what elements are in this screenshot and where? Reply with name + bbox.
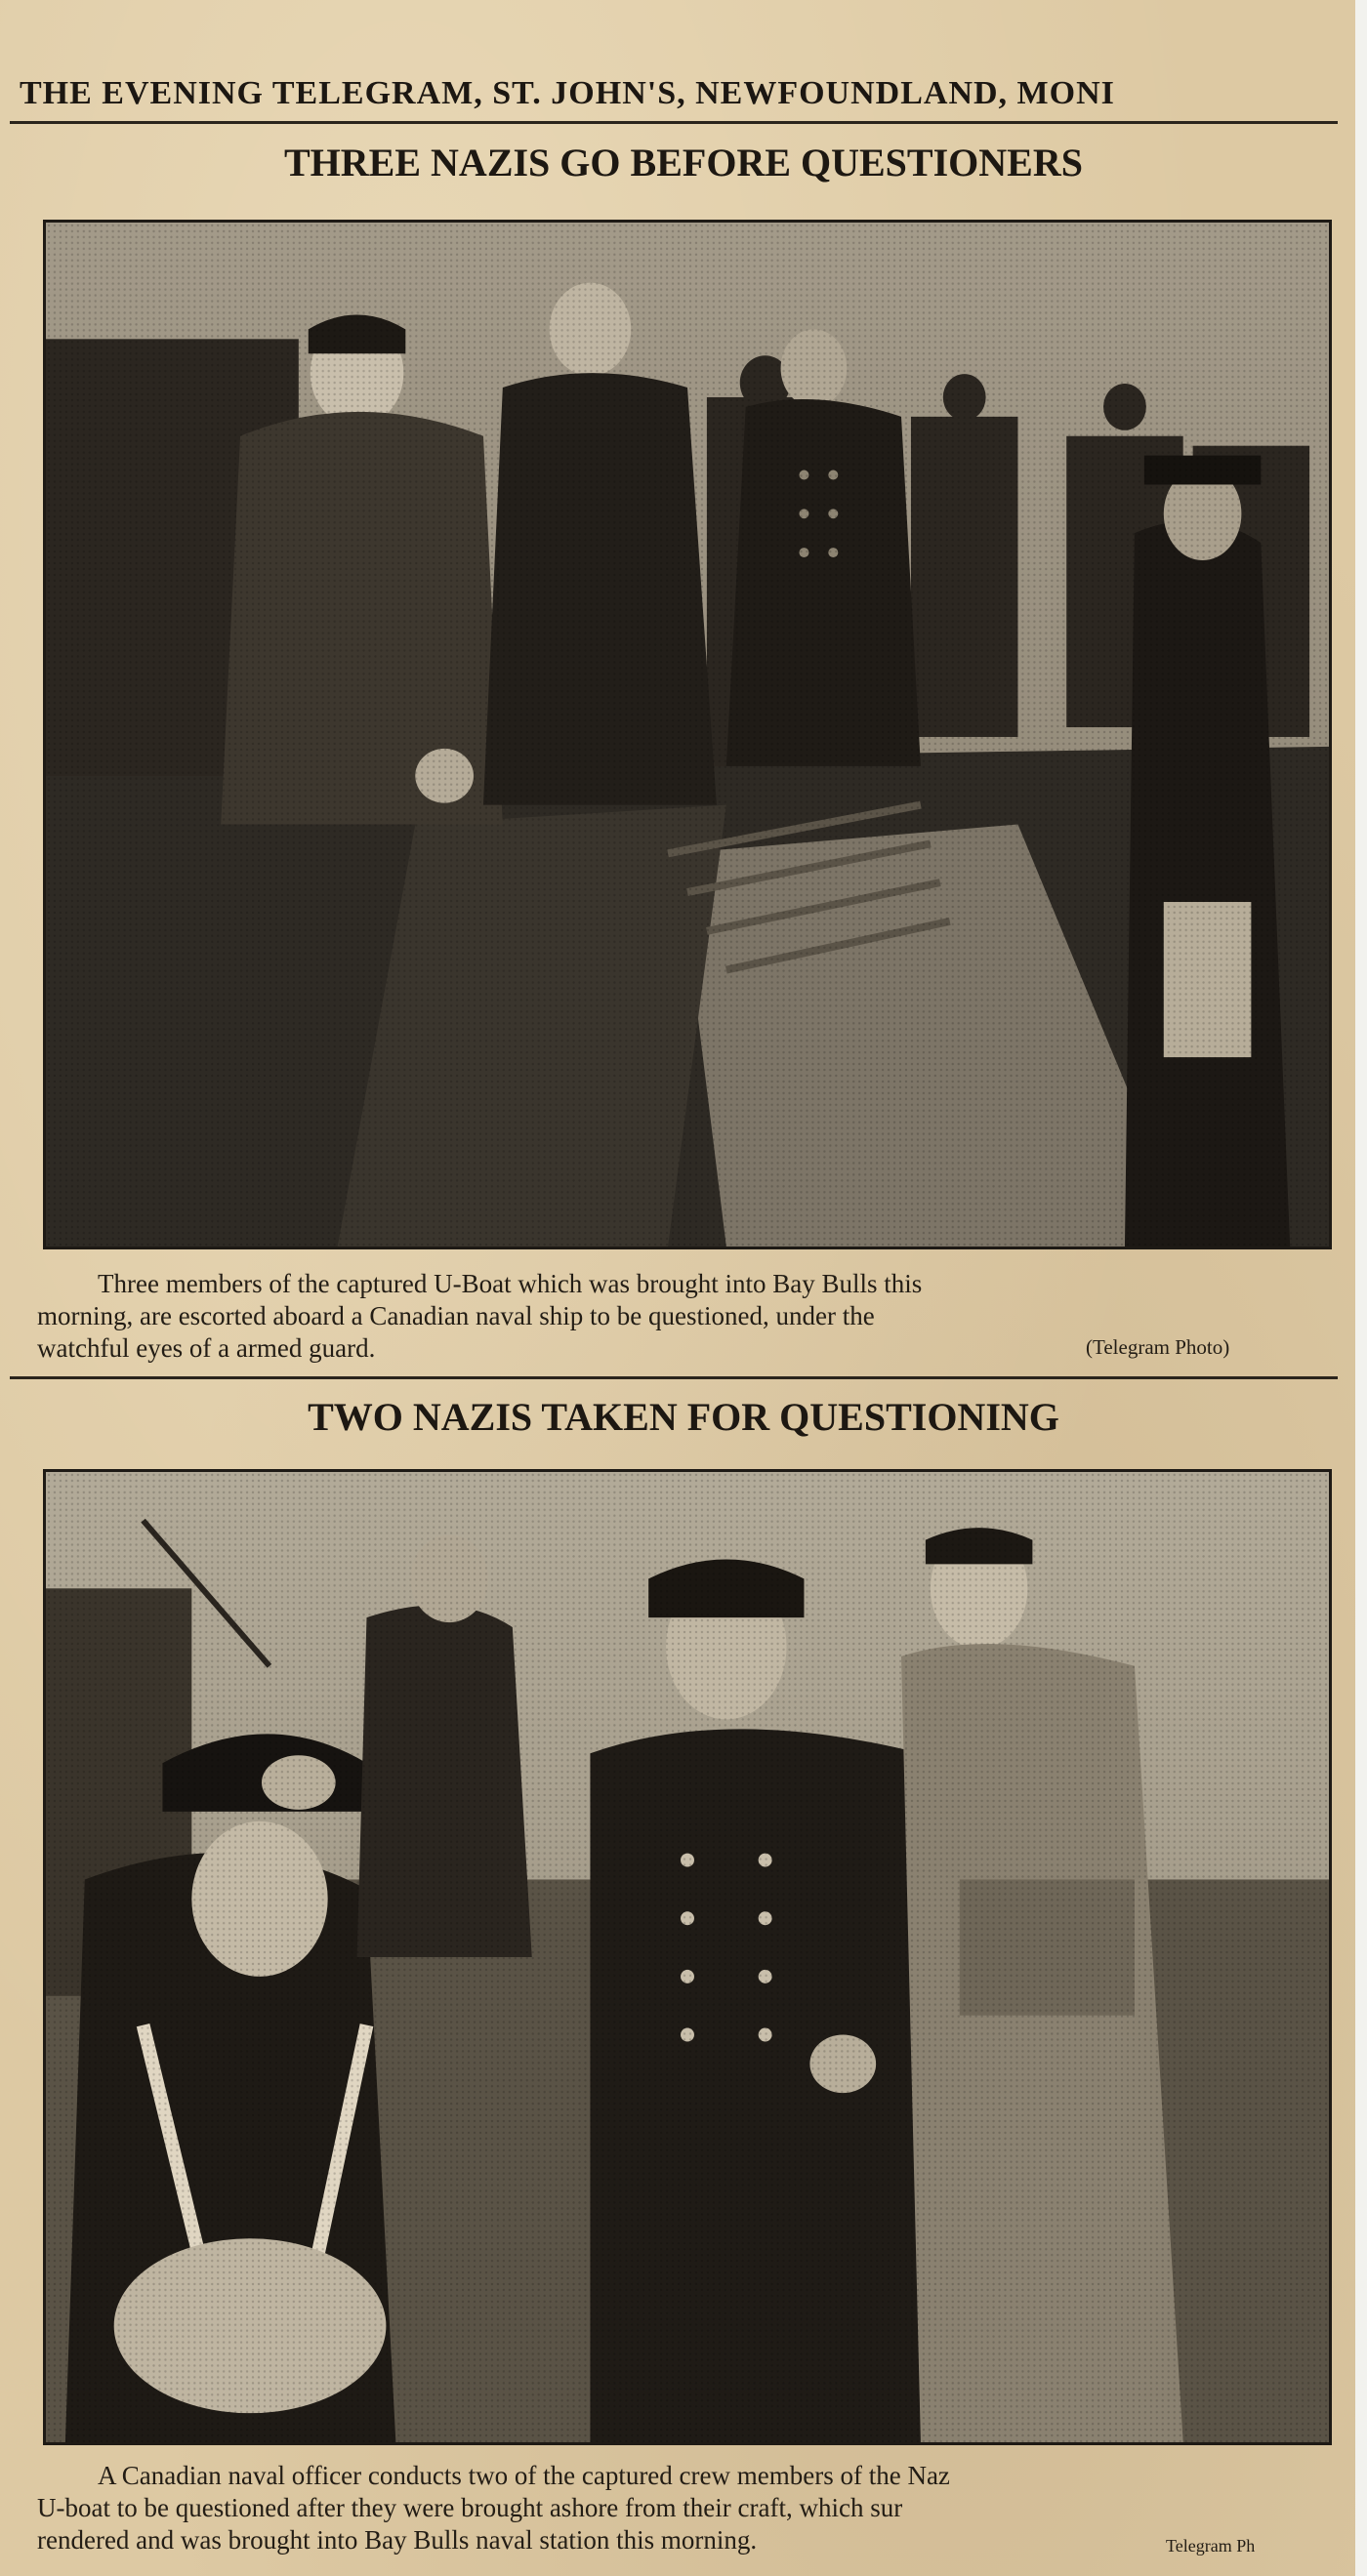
- photo-three-nazis-image: [46, 223, 1329, 1247]
- caption-line: A Canadian naval officer conducts two of the captured crew members of the Naz: [98, 2461, 950, 2490]
- section-rule: [10, 1376, 1338, 1379]
- headline-three-nazis: THREE NAZIS GO BEFORE QUESTIONERS: [284, 141, 1083, 184]
- photo-three-nazis: [43, 220, 1332, 1249]
- photo-credit: (Telegram Photo): [1086, 1335, 1230, 1359]
- caption-line: rendered and was brought into Bay Bulls naval station this morning.: [37, 2525, 758, 2555]
- photo-credit: Telegram Ph: [1166, 2536, 1256, 2556]
- photo-two-nazis: [43, 1469, 1332, 2445]
- caption-line: U-boat to be questioned after they were brought ashore from their craft, which sur: [37, 2493, 903, 2522]
- photo-two-nazis-image: [46, 1472, 1329, 2442]
- caption-line: morning, are escorted aboard a Canadian naval ship to be questioned, under the: [37, 1301, 875, 1330]
- caption-line: Three members of the captured U-Boat which was brought into Bay Bulls this: [98, 1269, 923, 1298]
- masthead-rule: [10, 121, 1338, 124]
- newspaper-masthead: THE EVENING TELEGRAM, ST. JOHN'S, NEWFOUNDLAND, MONI: [20, 75, 1115, 111]
- torn-edge: [1355, 0, 1367, 2576]
- caption-two-nazis: [37, 2460, 1340, 2556]
- caption-line: watchful eyes of a armed guard.: [37, 1333, 376, 1363]
- headline-two-nazis: TWO NAZIS TAKEN FOR QUESTIONING: [308, 1395, 1059, 1439]
